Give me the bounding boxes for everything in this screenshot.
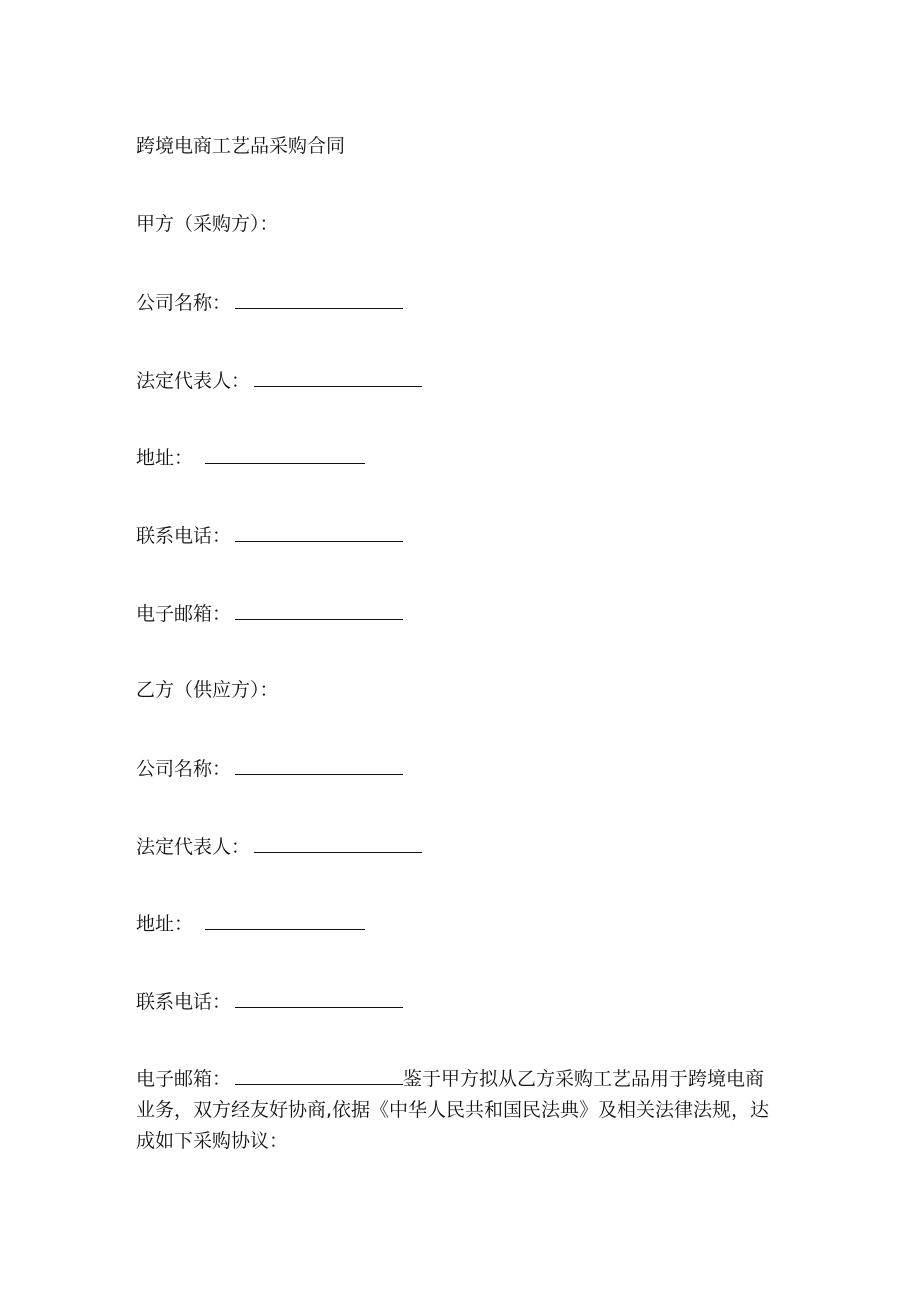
party-b-email-label: 电子邮箱： xyxy=(136,1068,232,1090)
party-b-email-and-preamble xyxy=(136,1064,776,1157)
party-a-company-name-blank[interactable] xyxy=(235,290,403,309)
party-b-phone-field xyxy=(136,989,403,1014)
party-a-legal-rep-blank[interactable] xyxy=(254,368,422,387)
party-b-company-name-blank[interactable] xyxy=(235,756,403,775)
party-a-company-name-field xyxy=(136,290,403,315)
party-b-legal-rep-label: 法定代表人： xyxy=(136,836,251,858)
preamble-text: 鉴于甲方拟从乙方采购工艺品用于跨境电商业务，双方经友好协商,依据《中华人民共和国民法典》及相关法律法规，达成如下采购协议： xyxy=(136,1068,770,1152)
party-a-address-blank[interactable] xyxy=(205,445,365,464)
party-a-email-label: 电子邮箱： xyxy=(136,603,232,625)
party-a-heading: 甲方（采购方）： xyxy=(136,213,279,235)
party-a-address-field xyxy=(136,445,365,470)
party-a-legal-rep-field xyxy=(136,368,422,393)
party-a-phone-field xyxy=(136,523,403,548)
party-b-address-label: 地址： xyxy=(136,913,194,935)
party-a-email-blank[interactable] xyxy=(235,601,403,620)
party-a-address-label: 地址： xyxy=(136,447,194,469)
party-a-phone-blank[interactable] xyxy=(235,523,403,542)
party-b-company-name-label: 公司名称： xyxy=(136,758,232,780)
party-a-email-field xyxy=(136,601,403,626)
party-b-phone-label: 联系电话： xyxy=(136,991,232,1013)
party-a-phone-label: 联系电话： xyxy=(136,525,232,547)
party-b-phone-blank[interactable] xyxy=(235,989,403,1008)
party-b-legal-rep-field xyxy=(136,834,422,859)
party-b-email-blank[interactable] xyxy=(235,1066,403,1085)
party-b-company-name-field xyxy=(136,756,403,781)
party-b-address-field xyxy=(136,911,365,936)
party-b-heading: 乙方（供应方）： xyxy=(136,679,279,701)
party-a-legal-rep-label: 法定代表人： xyxy=(136,370,251,392)
party-a-company-name-label: 公司名称： xyxy=(136,292,232,314)
party-b-legal-rep-blank[interactable] xyxy=(254,834,422,853)
document-title: 跨境电商工艺品采购合同 xyxy=(136,135,346,157)
party-b-address-blank[interactable] xyxy=(205,911,365,930)
